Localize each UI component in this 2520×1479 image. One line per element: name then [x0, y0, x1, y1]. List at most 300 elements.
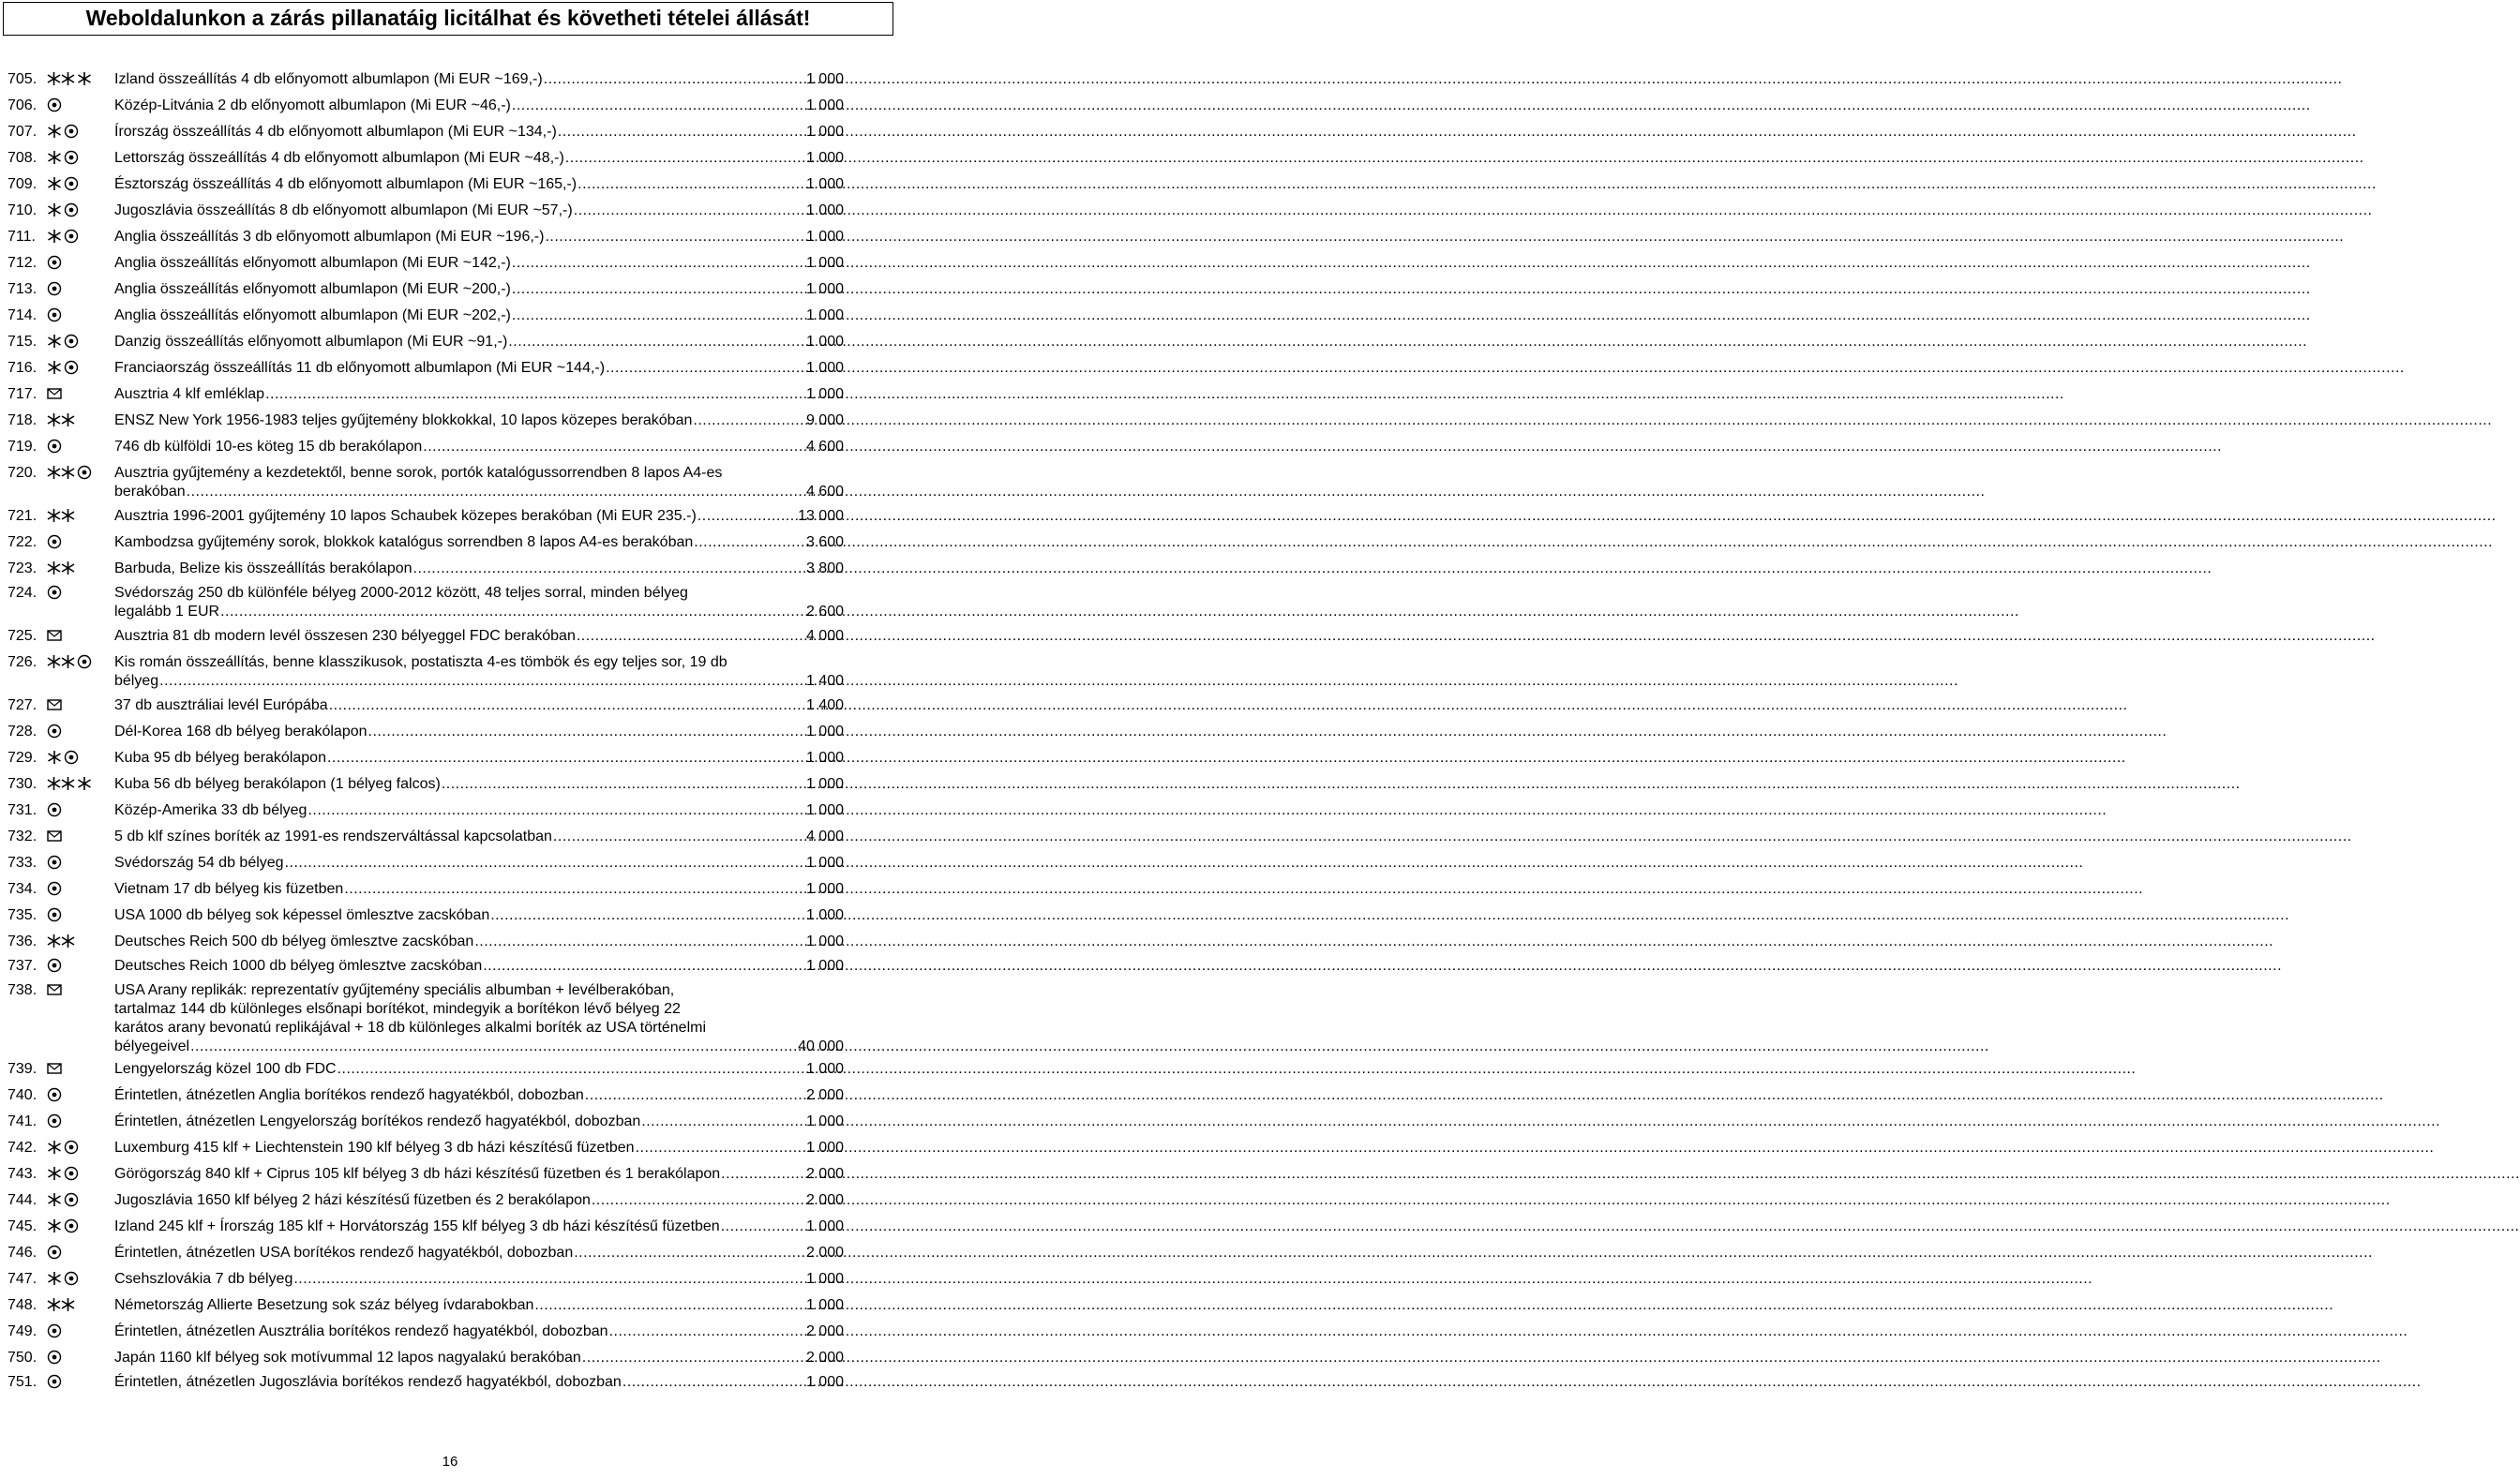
description-final-line: [114, 385, 844, 404]
description-text: Japán 1160 klf bélyeg sok motívummal 12 lapos nagyalakú berakóban: [114, 1350, 581, 1366]
lot-description: [114, 1086, 844, 1105]
lot-number: 749.: [8, 1323, 38, 1339]
dot-leader: [553, 828, 805, 846]
starting-price: 1 000: [805, 776, 844, 792]
lot-description: [114, 359, 844, 378]
mint-hinged-icon: [47, 1166, 62, 1181]
description-text: Kuba 95 db bélyeg berakólapon: [114, 750, 326, 766]
lot-number: 709.: [8, 176, 38, 192]
lot-number: 713.: [8, 281, 38, 297]
lot-description: [114, 653, 844, 691]
lot-number: 707.: [8, 124, 38, 140]
starting-price: 1 000: [805, 255, 844, 271]
starting-price: 2 000: [805, 1323, 844, 1339]
dot-leader: [512, 306, 805, 325]
description-line: Ausztria gyűjtemény a kezdetektől, benne sorok, portók katalógussorrendben 8 lapos A4-es: [114, 465, 723, 481]
description-text: Vietnam 17 db bélyeg kis füzetben: [114, 881, 344, 897]
description-final-line: [114, 228, 844, 246]
lot-description: [114, 254, 844, 273]
dot-leader: [592, 1191, 805, 1210]
condition-icons: [47, 439, 64, 456]
used-postmark-icon: [47, 855, 62, 870]
description-final-line: [114, 933, 844, 951]
used-postmark-icon: [47, 255, 62, 270]
used-postmark-icon: [64, 1166, 79, 1181]
starting-price: 40 000: [798, 1038, 844, 1054]
starting-price: 1 000: [805, 1061, 844, 1077]
condition-icons: [47, 829, 64, 845]
dot-leader: [585, 1086, 805, 1105]
lot-description: [114, 1373, 844, 1392]
description-final-line: [114, 306, 844, 325]
mint-never-hinged-icon: [47, 776, 75, 791]
starting-price: 3 600: [805, 534, 844, 550]
starting-price: 1 000: [805, 881, 844, 897]
lot-description: [114, 1139, 844, 1158]
description-text: bélyegeivel: [114, 1038, 190, 1054]
dot-leader: [368, 723, 805, 741]
description-final-line: [114, 906, 844, 925]
condition-icons: [47, 1323, 64, 1340]
lot-number: 714.: [8, 307, 38, 323]
dot-leader: [327, 749, 805, 768]
condition-icons: [47, 202, 81, 219]
used-postmark-icon: [64, 1140, 79, 1155]
dot-leader: [490, 906, 805, 925]
description-final-line: [114, 957, 844, 976]
used-postmark-icon: [47, 534, 62, 549]
dot-leader: [582, 1349, 805, 1367]
lot-description: [114, 97, 844, 115]
description-final-line: [114, 854, 844, 873]
lot-number: 748.: [8, 1297, 38, 1313]
used-postmark-icon: [64, 229, 79, 244]
description-text: Deutsches Reich 500 db bélyeg ömlesztve zacskóban: [114, 934, 474, 949]
lot-description: [114, 464, 844, 501]
lot-description: [114, 438, 844, 456]
description-final-line: [114, 627, 844, 646]
dot-leader: [574, 202, 805, 220]
lot-description: [114, 749, 844, 768]
description-text: 37 db ausztráliai levél Európába: [114, 697, 328, 713]
mint-hinged-icon: [47, 124, 62, 139]
description-text: Izland összeállítás 4 db előnyomott albumlapon (Mi EUR ~169,-): [114, 71, 543, 87]
lot-number: 711.: [8, 229, 36, 245]
description-text: legalább 1 EUR: [114, 604, 220, 620]
condition-icons: [47, 750, 81, 767]
mint-hinged-icon: [47, 229, 62, 244]
description-text: Izland 245 klf + Írország 185 klf + Horvátország 155 klf bélyeg 3 db házi készítésű füzetben: [114, 1218, 720, 1234]
mint-never-hinged-icon: [47, 508, 75, 523]
used-postmark-icon: [77, 465, 92, 480]
used-postmark-icon: [47, 958, 62, 973]
mint-never-hinged-icon: [47, 934, 75, 949]
cover-envelope-icon: [47, 697, 62, 712]
lot-number: 712.: [8, 255, 38, 271]
description-final-line: [114, 1322, 844, 1341]
condition-icons: [47, 628, 64, 645]
description-text: ENSZ New York 1956-1983 teljes gyűjtemény blokkokkal, 10 lapos közepes berakóban: [114, 412, 693, 428]
condition-icons: [47, 855, 64, 872]
lot-description: [114, 202, 844, 220]
used-postmark-icon: [47, 1087, 62, 1102]
description-text: Anglia összeállítás előnyomott albumlapon (Mi EUR ~200,-): [114, 281, 511, 297]
description-text: Írország összeállítás 4 db előnyomott albumlapon (Mi EUR ~134,-): [114, 124, 557, 140]
lot-number: 705.: [8, 71, 38, 87]
lot-number: 742.: [8, 1140, 38, 1156]
condition-icons: [47, 508, 77, 525]
mint-never-hinged-icon: [47, 465, 75, 480]
description-final-line: [114, 1191, 844, 1210]
description-final-line: [114, 1139, 844, 1158]
used-postmark-icon: [64, 176, 79, 191]
lot-description: [114, 1218, 844, 1236]
dot-leader: [344, 880, 805, 899]
mint-hinged-icon: [47, 360, 62, 375]
lot-description: [114, 723, 844, 741]
condition-icons: [47, 958, 64, 975]
dot-leader: [187, 483, 805, 501]
used-postmark-icon: [77, 654, 92, 669]
description-final-line: [114, 1244, 844, 1262]
lot-number: 724.: [8, 585, 38, 601]
description-final-line: [114, 1165, 844, 1184]
starting-price: 1 000: [805, 750, 844, 766]
description-text: Ausztria 1996-2001 gyűjtemény 10 lapos Schaubek közepes berakóban (Mi EUR 235.-): [114, 508, 697, 524]
starting-price: 1 000: [805, 1297, 844, 1313]
condition-icons: [47, 1218, 81, 1235]
lot-number: 725.: [8, 628, 38, 644]
description-final-line: [114, 333, 844, 351]
starting-price: 1 400: [805, 697, 844, 713]
used-postmark-icon: [47, 585, 62, 600]
description-final-line: [114, 1373, 844, 1392]
starting-price: 4 600: [805, 484, 844, 500]
starting-price: 1 000: [805, 360, 844, 376]
dot-leader: [577, 627, 805, 646]
lot-description: [114, 828, 844, 846]
starting-price: 13 000: [798, 508, 844, 524]
description-final-line: [114, 828, 844, 846]
condition-icons: [47, 982, 64, 999]
lot-description: [114, 906, 844, 925]
condition-icons: [47, 124, 81, 141]
starting-price: 1 000: [805, 1113, 844, 1129]
description-final-line: [114, 696, 844, 715]
lot-number: 716.: [8, 360, 38, 376]
condition-icons: [47, 654, 94, 671]
lot-description: [114, 981, 844, 1056]
description-line: USA Arany replikák: reprezentatív gyűjtemény speciális albumban + levélberakóban,: [114, 982, 675, 998]
description-text: Luxemburg 415 klf + Liechtenstein 190 klf bélyeg 3 db házi készítésű füzetben: [114, 1140, 635, 1156]
mint-hinged-icon: [47, 1218, 62, 1233]
condition-icons: [47, 934, 77, 950]
lot-description: [114, 411, 844, 430]
lot-number: 721.: [8, 508, 38, 524]
lot-description: [114, 1349, 844, 1367]
description-text: Érintetlen, átnézetlen Lengyelország borítékos rendező hagyatékból, dobozban: [114, 1113, 641, 1129]
lot-description: [114, 1244, 844, 1262]
description-line: karátos arany bevonatú replikájával + 18 db különleges alkalmi boríték az USA történelmi: [114, 1020, 707, 1036]
lot-number: 728.: [8, 724, 38, 740]
description-final-line: [114, 438, 844, 456]
description-text: Anglia összeállítás 3 db előnyomott albumlapon (Mi EUR ~196,-): [114, 229, 545, 245]
mint-never-hinged-icon: [47, 71, 75, 86]
used-postmark-icon: [64, 1192, 79, 1207]
description-text: Ausztria 4 klf emléklap: [114, 386, 265, 402]
mint-hinged-icon: [47, 176, 62, 191]
description-text: Kambodzsa gyűjtemény sorok, blokkok katalógus sorrendben 8 lapos A4-es berakóban: [114, 534, 694, 550]
dot-leader: [606, 359, 805, 378]
used-postmark-icon: [47, 1374, 62, 1389]
description-final-line: [114, 1349, 844, 1367]
description-text: Jugoszlávia 1650 klf bélyeg 2 házi készítésű füzetben és 2 berakólapon: [114, 1192, 591, 1208]
description-final-line: [114, 149, 844, 168]
dot-leader: [265, 385, 805, 404]
starting-price: 1 400: [805, 673, 844, 689]
used-postmark-icon: [47, 307, 62, 322]
description-text: Deutsches Reich 1000 db bélyeg ömlesztve zacskóban: [114, 958, 483, 974]
condition-icons: [47, 150, 81, 167]
lot-number: 723.: [8, 560, 38, 576]
lot-number: 747.: [8, 1271, 38, 1287]
description-text: Lettország összeállítás 4 db előnyomott albumlapon (Mi EUR ~48,-): [114, 150, 564, 166]
description-final-line: [114, 1296, 844, 1315]
description-text: Érintetlen, átnézetlen Ausztrália borítékos rendező hagyatékból, dobozban: [114, 1323, 608, 1339]
starting-price: 1 000: [805, 124, 844, 140]
description-text: Jugoszlávia összeállítás 8 db előnyomott albumlapon (Mi EUR ~57,-): [114, 202, 573, 218]
condition-icons: [47, 1350, 64, 1367]
condition-icons: [47, 585, 64, 602]
starting-price: 1 000: [805, 150, 844, 166]
used-postmark-icon: [64, 750, 79, 765]
lot-number: 732.: [8, 829, 38, 844]
cover-envelope-icon: [47, 628, 62, 643]
starting-price: 1 000: [805, 724, 844, 740]
condition-icons: [47, 1271, 81, 1288]
description-final-line: [114, 801, 844, 820]
dot-leader: [698, 507, 797, 526]
description-text: Anglia összeállítás előnyomott albumlapon (Mi EUR ~202,-): [114, 307, 511, 323]
lot-description: [114, 1270, 844, 1289]
condition-icons: [47, 802, 64, 819]
dot-leader: [190, 1038, 797, 1056]
cover-envelope-icon: [47, 829, 62, 844]
starting-price: 1 000: [805, 855, 844, 871]
description-final-line: [114, 359, 844, 378]
lot-description: [114, 584, 844, 621]
lot-number: 720.: [8, 465, 38, 481]
description-final-line: [114, 775, 844, 794]
lot-description: [114, 533, 844, 552]
starting-price: 1 000: [805, 202, 844, 218]
starting-price: 9 000: [805, 412, 844, 428]
lot-number: 738.: [8, 982, 38, 998]
description-final-line: [114, 560, 844, 578]
starting-price: 1 000: [805, 802, 844, 818]
lot-number: 744.: [8, 1192, 38, 1208]
starting-price: 1 000: [805, 1271, 844, 1287]
starting-price: 1 000: [805, 934, 844, 949]
lot-description: [114, 880, 844, 899]
lot-description: [114, 560, 844, 578]
lot-description: [114, 228, 844, 246]
dot-leader: [338, 1060, 805, 1079]
lot-number: 750.: [8, 1350, 38, 1366]
description-final-line: [114, 280, 844, 299]
description-final-line: [114, 411, 844, 430]
lot-description: [114, 957, 844, 976]
dot-leader: [609, 1322, 805, 1341]
lot-description: [114, 149, 844, 168]
used-postmark-icon: [47, 281, 62, 296]
condition-icons: [47, 281, 64, 298]
condition-icons: [47, 465, 94, 482]
condition-icons: [47, 881, 64, 898]
condition-icons: [47, 229, 81, 246]
used-postmark-icon: [47, 1323, 62, 1338]
lot-description: [114, 70, 844, 89]
lot-number: 741.: [8, 1113, 38, 1129]
lot-description: [114, 801, 844, 820]
condition-icons: [47, 334, 81, 351]
starting-price: 1 000: [805, 386, 844, 402]
starting-price: 4 000: [805, 829, 844, 844]
mint-hinged-icon: [47, 334, 62, 349]
lot-description: [114, 775, 844, 794]
lot-number: 731.: [8, 802, 38, 818]
used-postmark-icon: [64, 202, 79, 217]
starting-price: 1 000: [805, 281, 844, 297]
condition-icons: [47, 412, 77, 429]
used-postmark-icon: [47, 724, 62, 739]
dot-leader: [329, 696, 805, 715]
lot-number: 726.: [8, 654, 38, 670]
page-title: Weboldalunkon a zárás pillanatáig licitálhat és követheti tételei állását!: [85, 6, 811, 30]
cover-envelope-icon: [47, 982, 62, 997]
starting-price: 2 000: [805, 1350, 844, 1366]
mint-hinged-icon: [47, 150, 62, 165]
description-text: Barbuda, Belize kis összeállítás berakólapon: [114, 560, 412, 576]
used-postmark-icon: [64, 334, 79, 349]
used-postmark-icon: [47, 97, 62, 112]
dot-leader: [534, 1296, 805, 1315]
mint-hinged-icon: [47, 1271, 62, 1286]
description-final-line: [114, 123, 844, 142]
lot-number: 708.: [8, 150, 38, 166]
dot-leader: [558, 123, 805, 142]
page-number: 16: [442, 1454, 458, 1470]
description-final-line: [114, 672, 844, 691]
mint-hinged-icon: [47, 1140, 62, 1155]
condition-icons: [47, 1061, 64, 1078]
lot-description: [114, 1191, 844, 1210]
used-postmark-icon: [47, 1350, 62, 1365]
lot-number: 729.: [8, 750, 38, 766]
description-text: Közép-Amerika 33 db bélyeg: [114, 802, 308, 818]
description-line: Svédország 250 db különféle bélyeg 2000-2012 között, 48 teljes sorral, minden bélyeg: [114, 585, 688, 601]
starting-price: 1 000: [805, 958, 844, 974]
dot-leader: [693, 411, 805, 430]
mint-hinged-icon: [77, 71, 92, 86]
dot-leader: [694, 533, 805, 552]
used-postmark-icon: [64, 360, 79, 375]
description-text: Franciaország összeállítás 11 db előnyomott albumlapon (Mi EUR ~144,-): [114, 360, 606, 376]
starting-price: 2 600: [805, 604, 844, 620]
description-text: Németország Allierte Besetzung sok száz bélyeg ívdarabokban: [114, 1297, 534, 1313]
lot-description: [114, 1113, 844, 1131]
description-final-line: [114, 70, 844, 89]
description-text: berakóban: [114, 484, 186, 500]
lot-number: 745.: [8, 1218, 38, 1234]
lot-description: [114, 280, 844, 299]
description-text: 5 db klf színes boríték az 1991-es rendszerváltással kapcsolatban: [114, 829, 552, 844]
used-postmark-icon: [47, 802, 62, 817]
lot-number: 722.: [8, 534, 38, 550]
used-postmark-icon: [47, 1245, 62, 1260]
condition-icons: [47, 386, 64, 403]
description-final-line: [114, 880, 844, 899]
mint-never-hinged-icon: [47, 560, 75, 575]
dot-leader: [641, 1113, 805, 1131]
mint-never-hinged-icon: [47, 654, 75, 669]
description-text: Csehszlovákia 7 db bélyeg: [114, 1271, 293, 1287]
dot-leader: [636, 1139, 805, 1158]
dot-leader: [423, 438, 805, 456]
description-text: Lengyelország közel 100 db FDC: [114, 1061, 337, 1077]
description-final-line: [114, 1060, 844, 1079]
description-text: Danzig összeállítás előnyomott albumlapon (Mi EUR ~91,-): [114, 334, 508, 350]
lot-description: [114, 385, 844, 404]
lot-number: 718.: [8, 412, 38, 428]
lot-number: 751.: [8, 1374, 38, 1390]
description-final-line: [114, 723, 844, 741]
lot-description: [114, 627, 844, 646]
condition-icons: [47, 71, 94, 88]
cover-envelope-icon: [47, 1061, 62, 1076]
dot-leader: [565, 149, 805, 168]
description-text: Érintetlen, átnézetlen Jugoszlávia borítékos rendező hagyatékból, dobozban: [114, 1374, 622, 1390]
condition-icons: [47, 1087, 64, 1104]
condition-icons: [47, 307, 64, 324]
lot-description: [114, 123, 844, 142]
dot-leader: [545, 228, 805, 246]
description-final-line: [114, 97, 844, 115]
starting-price: 4 600: [805, 439, 844, 455]
starting-price: 1 000: [805, 229, 844, 245]
dot-leader: [442, 775, 805, 794]
dot-leader: [308, 801, 805, 820]
used-postmark-icon: [47, 881, 62, 896]
description-text: Görögország 840 klf + Ciprus 105 klf bélyeg 3 db házi készítésű füzetben és 1 berakólapon: [114, 1166, 721, 1182]
condition-icons: [47, 534, 64, 551]
dot-leader: [512, 280, 805, 299]
description-text: 746 db külföldi 10-es köteg 15 db berakólapon: [114, 439, 423, 455]
starting-price: 4 000: [805, 628, 844, 644]
dot-leader: [721, 1165, 805, 1184]
lot-description: [114, 507, 844, 526]
description-line: Kis román összeállítás, benne klasszikusok, postatiszta 4-es tömbök és egy teljes sor, 19 db: [114, 654, 728, 670]
starting-price: 1 000: [805, 1140, 844, 1156]
starting-price: 1 000: [805, 907, 844, 923]
used-postmark-icon: [64, 124, 79, 139]
dot-leader: [413, 560, 805, 578]
starting-price: 1 000: [805, 1374, 844, 1390]
condition-icons: [47, 1192, 81, 1209]
description-final-line: [114, 1218, 844, 1236]
description-text: Svédország 54 db bélyeg: [114, 855, 284, 871]
used-postmark-icon: [47, 439, 62, 454]
